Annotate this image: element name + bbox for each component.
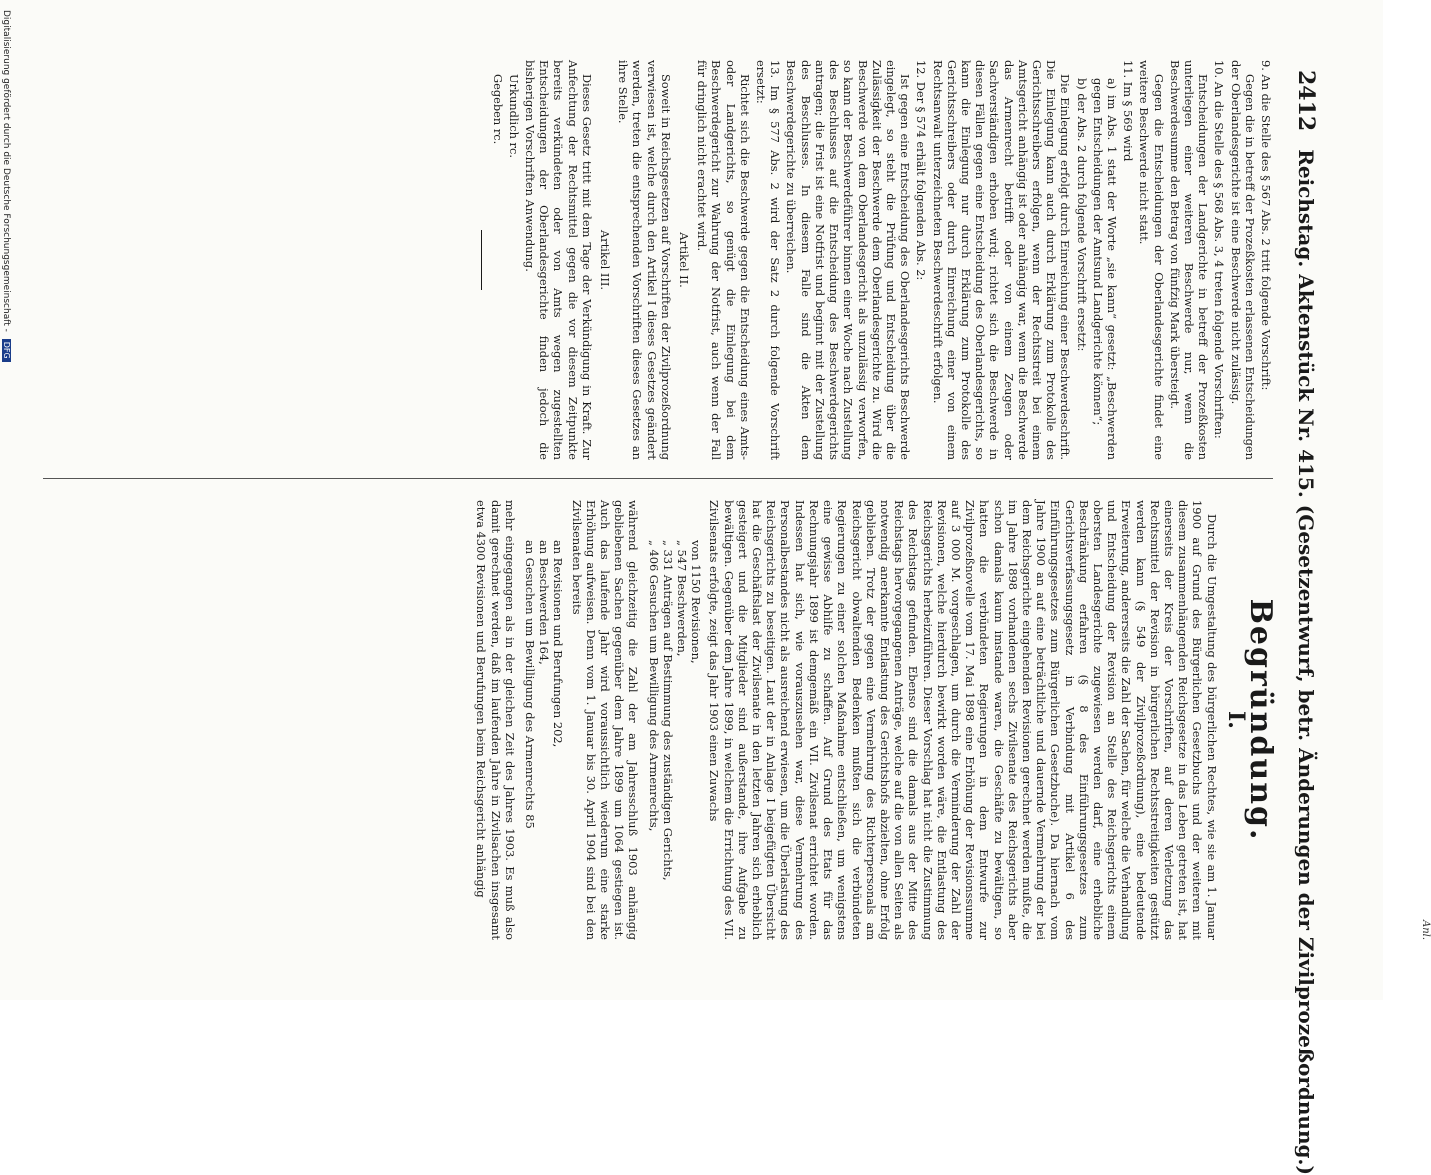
list-item: an Revisionen und Berufungen 202, — [551, 540, 566, 748]
margin-note: Anl. — [1420, 920, 1431, 941]
para-10: 10. An die Stelle des § 568 Abs. 3, 4 treten folgende Vorschriften: — [1212, 60, 1227, 439]
list-item: von 1150 Revisionen, — [689, 540, 704, 664]
list-item: „ 406 Gesuchen um Bewilligung des Armenrechts, — [646, 540, 661, 832]
section-number: I. — [1222, 711, 1249, 729]
closing-rule — [481, 230, 482, 290]
list-item: an Beschwerden 164, — [537, 540, 552, 665]
article-3-text: Dieses Gesetz tritt mit dem Tage der Verkündigung in Kraft. Zur Anfechtung der Rechtsmittel gegen die vor diesem Zeitpunkte bereits verkündeten oder von Amts wegen zugestellten Entscheidungen der Oberlandesgerichte finden jedoch die bisherigen Vorschriften Anwendung. — [523, 60, 594, 460]
left-column — [43, 60, 1273, 460]
reasoning-para-1: Durch die Umgestaltung des bürgerlichen Rechtes, wie sie am 1. Januar 1900 auf Grund des Bürgerlichen Gesetzbuchs und der weiteren mit diesem zusammenhängenden Reichsgesetze in das Leben getreten ist, hat einerseits der Kreis der Vorschriften, auf deren Verletzung das Rechtsmittel der Revision in bürgerlichen Rechtsstreitigkeiten gestützt werden kann (§ 549 der Zivilprozeßordnung), eine bedeutende Erweiterung, andererseits die Zahl der Sachen, für welche die Verhandlung und Entscheidung der Revision an Stelle des Reichsgerichts einem obersten Landesgerichte zugewiesen werden darf, eine erhebliche Beschränkung erfahren (§ 8 des Einführungsgesetzes zum Gerichtsverfassungsgesetz in Verbindung mit Artikel 6 des Einführungsgesetzes zum Bürgerlichen Gesetzbuche). Da hiernach vom Jahre 1900 an auf eine beträchtliche und dauernde Vermehrung der bei dem Reichsgerichte eingehenden Revisionen gerechnet werden mußte, die im Jahre 1898 vorhandenen sechs Zivilsenate des Reichsgerichts aber schon damals kaum imstande waren, die Geschäfte zu bewältigen, so hatten die verbündeten Regierungen in dem Entwurfe zur Zivilprozeßnovelle vom 17. Mai 1898 eine Erhöhung der Revisionssumme auf 3 000 M. vorgeschlagen, um durch die Verminderung der Zahl der Revisionen, welche hierdurch bewirkt worden wäre, die Entlastung des Reichsgerichts herbeizuführen. Dieser Vorschlag hat nicht die Zustimmung des Reichstags gefunden. Ebenso sind die damals aus der Mitte des Reichstags hervorgegangenen Anträge, welche auf die von allen Seiten als notwendig anerkannte Entlastung des Gerichtshofs abzielten, ohne Erfolg geblieben. Trotz der gegen eine Vermehrung des Richterpersonals am Reichsgericht obwaltenden Bedenken mußten sich die verbündeten Regierungen zu einer solchen Maßnahme entschließen, um wenigstens eine gewisse Abhilfe zu schaffen. Auf Grund des Etats für das Rechnungsjahr 1899 ist demgemäß ein VII. Zivilsenat errichtet worden. Indessen hat sich, wie vorauszusehen war, diese Vermehrung des Personalbestandes nicht als ausreichend erwiesen, um die Überlastung des Reichsgerichts zu beseitigen. Laut der in Anlage I beigefügten Übersicht hat die Geschäftslast der Zivilsenate in den letzten Jahren sich erheblich gesteigert und die Mitglieder sind außerstande, ihre Aufgabe zu bewältigen. Gegenüber dem Jahre 1899, in welchem die Errichtung des VII. Zivilsenats erfolgte, zeigt das Jahr 1903 einen Zuwachs — [707, 500, 1219, 940]
para-11-b: b) der Abs. 2 durch folgende Vorschrift ersetzt: — [1074, 78, 1089, 352]
para-11-a: a) im Abs. 1 statt der Worte „sie kann“ gesetzt: „Beschwerden gegen Entscheidungen der Amtsund Landgerichte können“; — [1090, 78, 1119, 460]
filings-list — [523, 540, 566, 940]
para-11: 11. Im § 569 wird — [1121, 60, 1136, 162]
dfg-logo: DFG — [2, 339, 11, 362]
para-9: 9. An die Stelle des § 567 Abs. 2 tritt folgende Vorschrift: — [1259, 60, 1273, 391]
para-12-text: Ist gegen eine Entscheidung des Oberlandesgerichts Beschwerde eingelegt, so steht die Prüfung und Entscheidung über die Zulässigkeit der Beschwerde dem Oberlandesgerichte zu. Wird die Beschwerde von dem Oberlandesgericht als unzulässig verworfen, so kann der Beschwerdeführer binnen einer Woche nach Zustellung des Beschlusses auf die Entscheidung des Beschwerdegerichts antragen; die Frist ist eine Notfrist und beginnt mit der Zustellung des Beschlusses. In diesem Falle sind die Akten dem Beschwerdegerichte zu überreichen. — [784, 60, 913, 460]
para-10-text-b: Gegen die Entscheidungen der Oberlandesgerichte findet eine weitere Beschwerde nicht statt. — [1137, 60, 1166, 460]
article-2-text: Soweit in Reichsgesetzen auf Vorschriften der Zivilprozeßordnung verwiesen ist, welche durch den Artikel I dieses Gesetzes geändert werden, treten die entsprechenden Vorschriften dieses Gesetzes an ihre Stelle. — [616, 60, 673, 460]
list-item: „ 547 Beschwerden, — [675, 540, 690, 657]
increase-list — [646, 540, 703, 940]
para-11-text: Die Einlegung erfolgt durch Einreichung einer Beschwerdeschrift. Die Einlegung kann auch durch Erklärung zum Protokolle des Gerichtsschreibers erfolgen, wenn der Rechtsstreit bei einem Amtsgericht anhängig ist oder anhängig war, wenn die Beschwerde das Armenrecht betrifft oder von einem Zeugen oder Sachverständigen erhoben wird; richtet sich die Beschwerde in diesen Fällen gegen eine Entscheidung des Oberlandesgerichts, so kann die Einlegung nur durch Erklärung zum Protokolle des Gerichtsschreibers oder durch Einreichung einer von einem Rechtsanwalt unterzeichneten Beschwerdeschrift erfolgen. — [930, 60, 1073, 460]
digitization-credit — [0, 10, 11, 1000]
column-divider — [43, 478, 1273, 479]
reasoning-para-3: mehr eingegangen als in der gleichen Zeit des Jahres 1903. Es muß also damit gerechnet werden, daß im laufenden Jahre in Zivilsachen insgesamt etwa 4300 Revisionen und Berufungen beim Reichsgericht anhängig — [474, 500, 517, 940]
article-2-title: Artikel II. — [677, 232, 692, 288]
running-header — [1289, 70, 1323, 1175]
closing-urkundlich: Urkundlich rc. — [506, 74, 521, 158]
list-item: an Gesuchen um Bewilligung des Armenrechts 85 — [523, 540, 538, 829]
para-13: 13. Im § 577 Abs. 2 wird der Satz 2 durch folgende Vorschrift ersetzt: — [754, 60, 783, 460]
list-item: „ 331 Anträgen auf Bestimmung des zuständigen Gerichts, — [660, 540, 675, 881]
credit-text: Digitalisierung gefördert durch die Deutsche Forschungsgemeinschaft - — [1, 10, 11, 332]
running-title: Reichstag. Aktenstück Nr. 415. (Gesetzentwurf, betr. Änderungen der Zivilprozeßordnung.) — [1294, 149, 1318, 1175]
reasoning-para-2: während gleichzeitig die Zahl der am Jahresschluß 1903 anhängig gebliebenen Sachen gegenüber dem Jahre 1899 um 1064 gestiegen ist. Auch das laufende Jahr wird voraussichtlich wiederum eine starke Erhöhung aufweisen. Denn vom 1. Januar bis 30. April 1904 sind bei den Zivilsenaten bereits — [569, 500, 641, 940]
para-10-text-a: Entscheidungen der Landgerichte in betreff der Prozeßkosten unterliegen einer weiteren Beschwerde nur, wenn die Beschwerdesumme den Betrag von fünfzig Mark übersteigt. — [1167, 60, 1211, 460]
page-number: 2412 — [1293, 70, 1319, 132]
para-13-text: Richtet sich die Beschwerde gegen die Entscheidung eines Amts- oder Landgerichts, so genügt die Einlegung bei dem Beschwerdegericht zur Wahrung der Notfrist, auch wenn der Fall für dringlich nicht erachtet wird. — [695, 60, 752, 460]
closing-gegeben: Gegeben rc. — [490, 74, 505, 145]
article-3-title: Artikel III. — [598, 230, 613, 290]
para-12: 12. Der § 574 erhält folgenden Abs. 2: — [914, 60, 929, 281]
right-column — [33, 500, 1278, 940]
section-title: Begründung. — [1243, 598, 1278, 842]
para-9-text: Gegen die in betreff der Prozeßkosten erlassenen Entscheidungen der Oberlandesgerichte ist eine Beschwerde nicht zulässig. — [1228, 60, 1257, 460]
